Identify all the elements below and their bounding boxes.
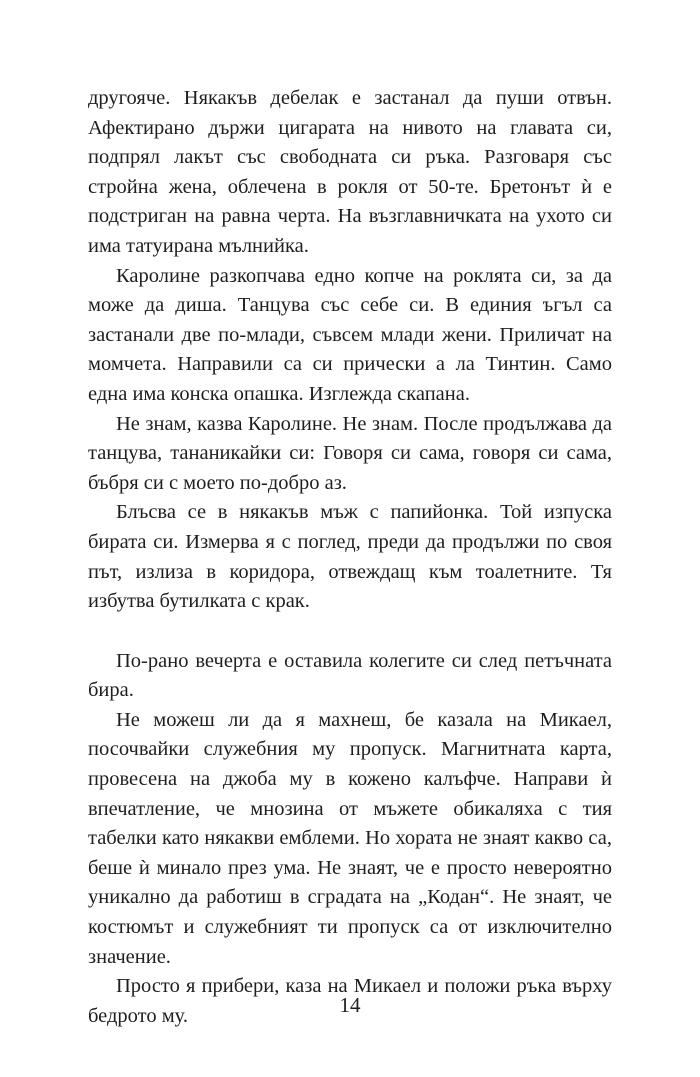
paragraph: Просто я прибери, каза на Микаел и положи ръка върху бедрото му. <box>88 975 612 1027</box>
section-break <box>88 617 612 647</box>
paragraph: Не знам, казва Каролине. Не знам. После продължава да танцува, тананикайки си: Говоря си сама, говоря си сама, бъбря си с моето по-добро аз. <box>88 412 612 494</box>
paragraph: По-рано вечерта е оставила колегите си след петъчната бира. <box>88 649 612 702</box>
paragraph: другояче. Някакъв дебелак е застанал да пуши отвън. Афектирано държи цигарата на нивото на главата си, подпрял лакът със свободната си ръка. Разговаря със стройна жена, облечена в рокля от 50-те. Бретонът ѝ е подстриган на равна черта. На възглавничката на ухото си има татуирана мълнийка. <box>88 87 612 257</box>
page-text <box>88 84 612 1031</box>
paragraph: Блъсва се в някакъв мъж с папийонка. Той изпуска бирата си. Измерва я с поглед, преди да продължи по своя път, излиза в коридора, отвеждащ към тоалетните. Тя избутва бутилката с крак. <box>88 501 612 613</box>
paragraph: Каролине разкопчава едно копче на роклята си, за да може да диша. Танцува със себе си. В единия ъгъл са застанали две по-млади, съвсем млади жени. Приличат на момчета. Направили са си прически а ла Тинтин. Само една има конска опашка. Изглежда скапана. <box>88 264 612 405</box>
page-number: 14 <box>339 993 361 1017</box>
paragraph: Не можеш ли да я махнеш, бе казала на Микаел, посочвайки служебния му пропуск. Магнитната карта, провесена на джоба му в кожено калъфче. Направи ѝ впечатление, че мнозина от мъжете обикаляха с тия табелки като някакви емблеми. Но хората не знаят какво са, беше ѝ минало през ума. Не знаят, че е просто невероятно уникално да работиш в сградата на „Кодан“. Не знаят, че костюмът и служебният ти пропуск са от изключително значение. <box>88 708 612 968</box>
